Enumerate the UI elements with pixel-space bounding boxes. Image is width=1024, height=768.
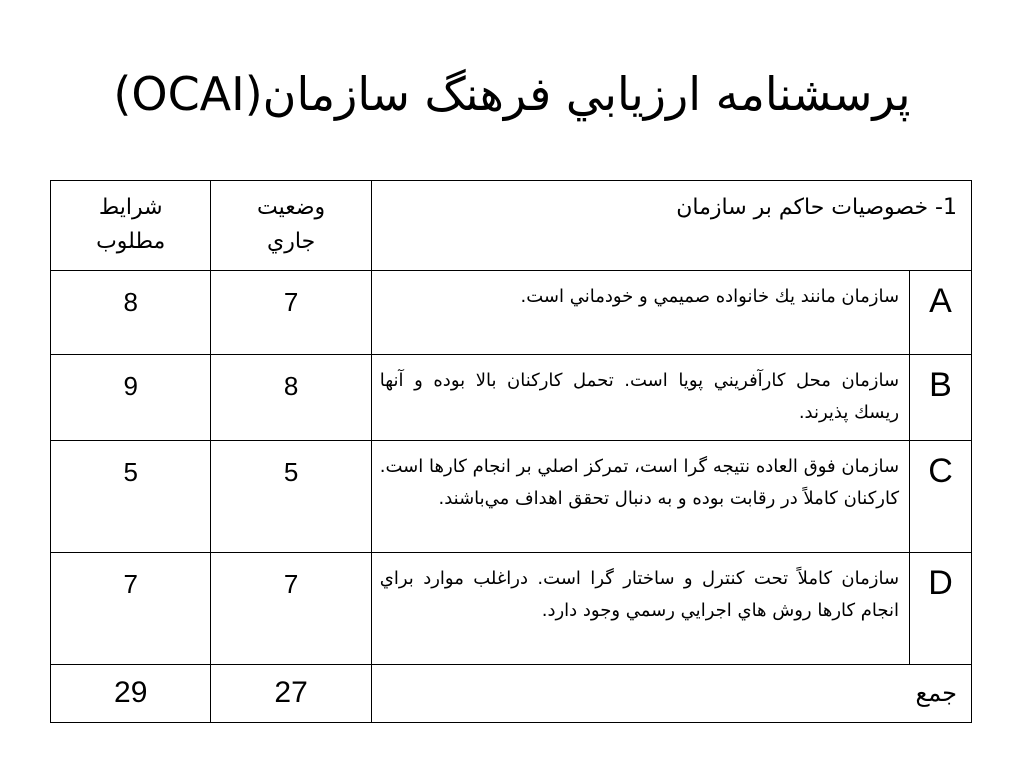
section-heading: 1- خصوصيات حاكم بر سازمان (371, 181, 971, 271)
total-current: 27 (211, 665, 371, 723)
header-current (211, 181, 371, 271)
row-desired: 5 (51, 441, 211, 553)
table-row (51, 441, 972, 553)
header-desired (51, 181, 211, 271)
table-row (51, 553, 972, 665)
total-row (51, 665, 972, 723)
table-row (51, 271, 972, 355)
row-desired: 9 (51, 355, 211, 441)
row-current: 7 (211, 553, 371, 665)
total-label: جمع (371, 665, 971, 723)
row-current: 8 (211, 355, 371, 441)
row-text: سازمان مانند يك خانواده صميمي و خودماني است. (371, 271, 909, 355)
row-letter: B (910, 355, 972, 441)
row-current: 5 (211, 441, 371, 553)
header-row (51, 181, 972, 271)
row-desired: 7 (51, 553, 211, 665)
row-text: سازمان كاملاً تحت كنترل و ساختار گرا است. دراغلب موارد براي انجام كارها روش هاي اجرايي رسمي وجود دارد. (371, 553, 909, 665)
row-text: سازمان فوق العاده نتيجه گرا است، تمركز اصلي بر انجام كارها است. كاركنان كاملاً در رقابت بوده و به دنبال تحقق اهداف مي‌باشند. (371, 441, 909, 553)
ocai-table (50, 180, 972, 723)
header-desired-label: شرايط مطلوب (96, 195, 166, 254)
row-text: سازمان محل كارآفريني پويا است. تحمل كاركنان بالا بوده و آنها ريسك پذيرند. (371, 355, 909, 441)
row-letter: A (910, 271, 972, 355)
row-desired: 8 (51, 271, 211, 355)
total-desired: 29 (51, 665, 211, 723)
row-current: 7 (211, 271, 371, 355)
row-letter: C (910, 441, 972, 553)
header-current-label: وضعيت جاري (257, 195, 326, 254)
page-title: پرسشنامه ارزيابي فرهنگ سازمان(OCAI) (113, 67, 911, 121)
table-row (51, 355, 972, 441)
row-letter: D (910, 553, 972, 665)
